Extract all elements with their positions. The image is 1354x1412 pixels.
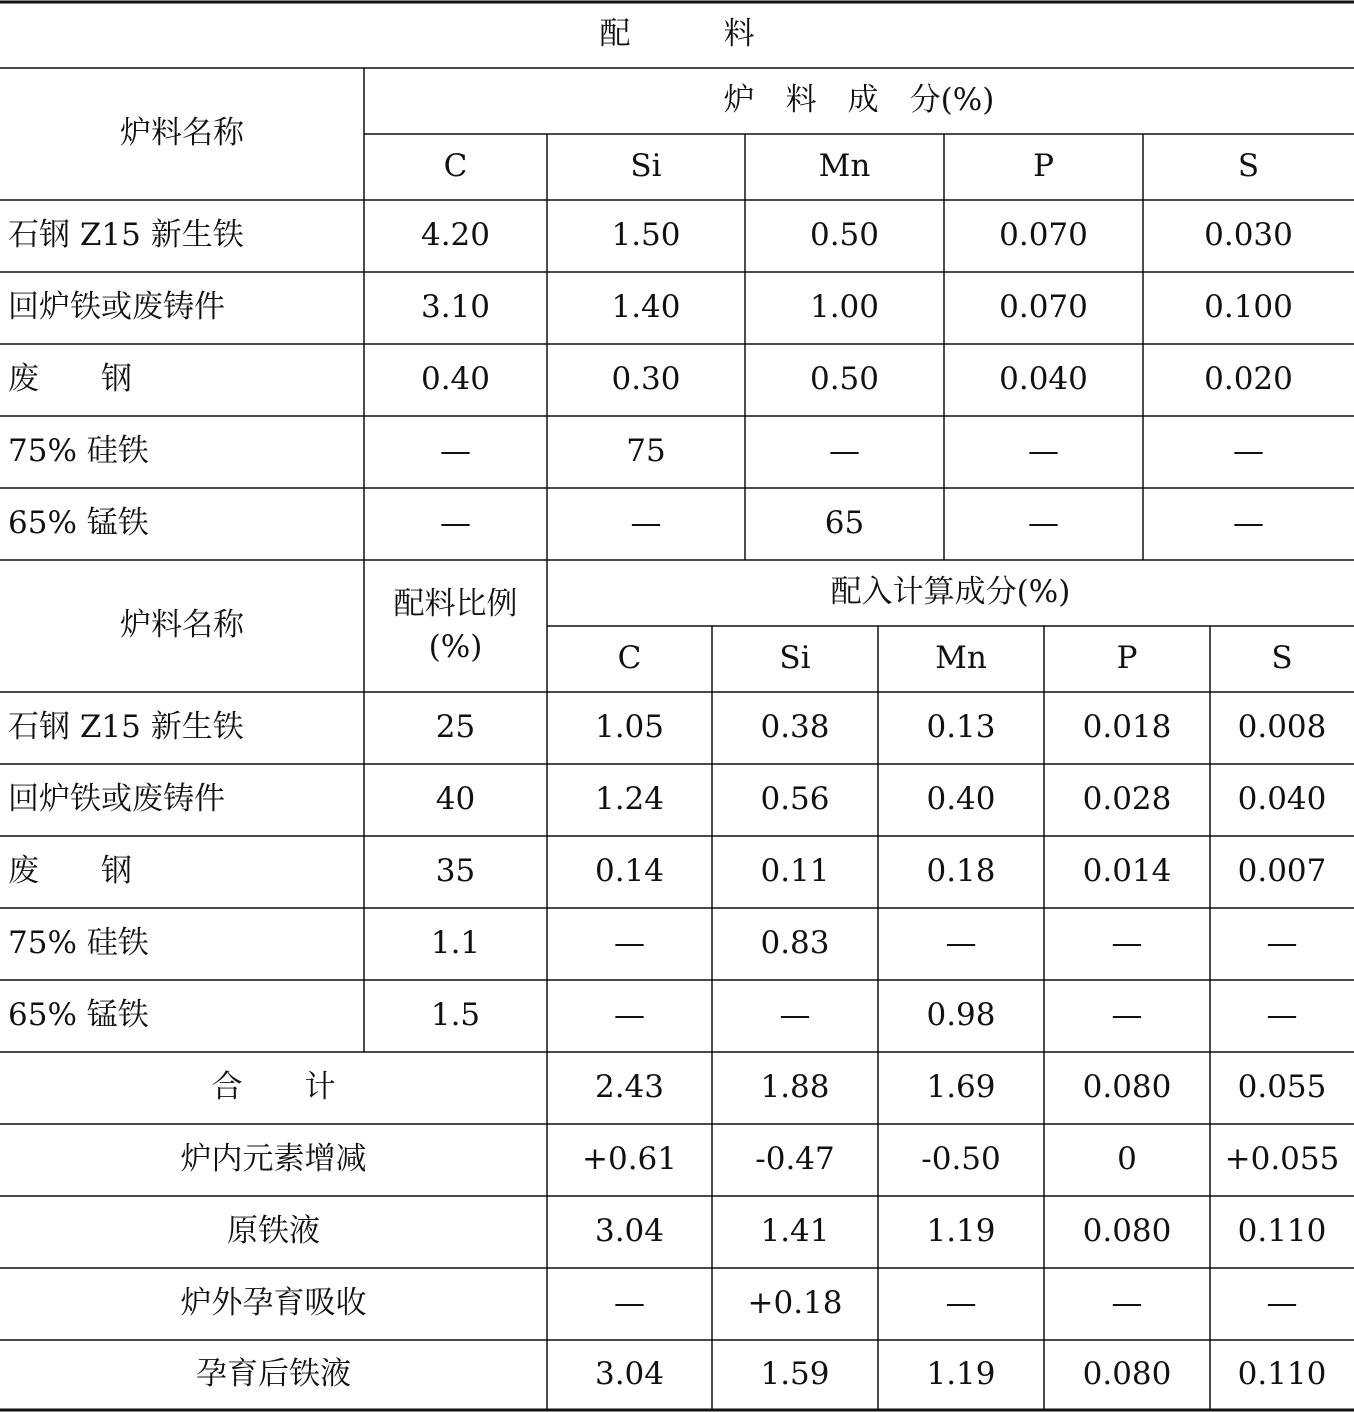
calc-element-header: Mn <box>935 640 987 677</box>
composition-value: 0.030 <box>1204 217 1293 254</box>
calc-row-ratio: 25 <box>435 709 476 746</box>
calc-value: — <box>945 925 977 962</box>
calc-value: 0.83 <box>760 925 830 962</box>
calc-row-name: 回炉铁或废铸件 <box>8 781 225 818</box>
calc-value: 0.38 <box>760 709 830 746</box>
calc-value: 0.008 <box>1237 709 1327 746</box>
composition-value: 65 <box>824 505 865 542</box>
composition-value: 3.10 <box>420 289 491 326</box>
calc-value: 1.24 <box>594 781 665 818</box>
calc-value: 0.14 <box>594 853 665 890</box>
calc-value: 0.13 <box>926 709 996 746</box>
composition-row-name: 回炉铁或废铸件 <box>8 289 225 326</box>
calc-row-name: 75% 硅铁 <box>8 925 149 962</box>
calc-value: 0.028 <box>1082 781 1172 818</box>
calc-value: 0.11 <box>760 853 830 890</box>
composition-row-name: 废 钢 <box>8 361 132 398</box>
summary-value: 1.41 <box>760 1213 830 1250</box>
composition-value: 0.070 <box>999 217 1088 254</box>
summary-value: +0.61 <box>582 1141 677 1178</box>
summary-value: 0.055 <box>1237 1069 1327 1106</box>
composition-value: — <box>630 505 662 542</box>
composition-value: 1.50 <box>611 217 681 254</box>
calc-value: 0.018 <box>1082 709 1172 746</box>
calc-value: — <box>1266 997 1298 1034</box>
summary-value: — <box>1266 1285 1298 1322</box>
composition-element-header: C <box>443 148 468 185</box>
calc-value: — <box>614 925 645 962</box>
calc-value: 0.40 <box>926 781 996 818</box>
summary-value: +0.055 <box>1224 1141 1340 1178</box>
composition-value: 1.00 <box>809 289 880 326</box>
composition-value: — <box>1028 433 1059 470</box>
composition-value: — <box>829 433 860 470</box>
composition-value: 0.020 <box>1204 361 1293 398</box>
summary-value: — <box>1111 1285 1143 1322</box>
composition-value: 0.40 <box>420 361 491 398</box>
summary-value: -0.47 <box>755 1141 835 1178</box>
calc-value: — <box>1111 997 1143 1034</box>
composition-value: — <box>1233 433 1264 470</box>
calc-value: 0.18 <box>926 853 996 890</box>
composition-element-header: S <box>1237 148 1260 185</box>
composition-value: 4.20 <box>420 217 491 254</box>
ratio-header <box>364 560 547 692</box>
calc-element-header: S <box>1271 640 1293 677</box>
summary-value: 0.080 <box>1082 1213 1172 1250</box>
summary-value: 1.88 <box>760 1069 830 1106</box>
calc-value: — <box>1111 925 1143 962</box>
composition-value: — <box>1028 505 1059 542</box>
summary-row-label: 炉外孕育吸收 <box>180 1285 367 1322</box>
calc-value: 1.05 <box>594 709 665 746</box>
calc-value: 0.014 <box>1082 853 1172 890</box>
calc-row-ratio: 40 <box>435 781 476 818</box>
composition-value: — <box>1233 505 1264 542</box>
calc-value: — <box>614 997 645 1034</box>
summary-value: 1.19 <box>926 1213 996 1250</box>
composition-value: 75 <box>626 433 666 470</box>
summary-value: — <box>614 1285 645 1322</box>
summary-value: 1.19 <box>926 1356 996 1393</box>
composition-element-header: P <box>1033 148 1054 185</box>
composition-value: 0.50 <box>809 361 880 398</box>
ratio-header-line1: 配料比例 <box>393 585 518 622</box>
summary-value: 0.110 <box>1237 1213 1327 1250</box>
composition-row-name: 75% 硅铁 <box>8 433 149 470</box>
calc-header: 配入计算成分(%) <box>830 574 1071 611</box>
summary-value: 0 <box>1117 1141 1137 1178</box>
composition-element-header: Mn <box>818 148 871 185</box>
calc-value: — <box>779 997 811 1034</box>
summary-value: 0.080 <box>1082 1356 1172 1393</box>
summary-row-label: 孕育后铁液 <box>196 1356 351 1393</box>
composition-header: 炉 料 成 分(%) <box>723 82 995 119</box>
summary-row-label: 炉内元素增减 <box>180 1141 367 1178</box>
calc-value: 0.040 <box>1237 781 1327 818</box>
summary-value: 1.59 <box>760 1356 830 1393</box>
calc-row-ratio: 1.1 <box>430 925 481 962</box>
composition-element-header: Si <box>630 148 662 185</box>
summary-value: 3.04 <box>594 1213 665 1250</box>
summary-value: — <box>945 1285 977 1322</box>
calc-value: — <box>1266 925 1298 962</box>
summary-value: 3.04 <box>594 1356 665 1393</box>
calc-row-name: 石钢 Z15 新生铁 <box>8 709 244 746</box>
table-title: 配 料 <box>599 16 755 53</box>
calc-row-ratio: 35 <box>435 853 476 890</box>
ratio-header-line2: (%) <box>428 629 483 665</box>
calc-value: 0.007 <box>1237 853 1327 890</box>
composition-value: 0.040 <box>999 361 1088 398</box>
calc-element-header: C <box>617 640 642 677</box>
summary-value: 0.110 <box>1237 1356 1327 1393</box>
summary-value: 1.69 <box>926 1069 996 1106</box>
charge-name-header: 炉料名称 <box>120 607 244 644</box>
composition-value: 0.070 <box>999 289 1088 326</box>
summary-row-label: 原铁液 <box>227 1213 320 1250</box>
calc-element-header: P <box>1116 640 1138 677</box>
summary-value: 2.43 <box>594 1069 665 1106</box>
composition-value: — <box>440 505 471 542</box>
composition-value: 0.100 <box>1204 289 1293 326</box>
summary-value: -0.50 <box>921 1141 1001 1178</box>
charge-name-header: 炉料名称 <box>120 115 244 152</box>
composition-row-name: 65% 锰铁 <box>8 505 149 542</box>
calc-value: 0.98 <box>926 997 996 1034</box>
calc-value: 0.56 <box>760 781 830 818</box>
composition-row-name: 石钢 Z15 新生铁 <box>8 217 244 254</box>
composition-value: 0.30 <box>611 361 681 398</box>
calc-row-name: 65% 锰铁 <box>8 997 149 1034</box>
summary-row-label: 合 计 <box>211 1069 336 1106</box>
calc-element-header: Si <box>779 640 811 677</box>
composition-value: — <box>440 433 471 470</box>
composition-value: 1.40 <box>611 289 681 326</box>
composition-value: 0.50 <box>809 217 880 254</box>
summary-value: 0.080 <box>1082 1069 1172 1106</box>
calc-row-ratio: 1.5 <box>430 997 481 1034</box>
summary-value: +0.18 <box>747 1285 843 1322</box>
calc-row-name: 废 钢 <box>8 853 132 890</box>
